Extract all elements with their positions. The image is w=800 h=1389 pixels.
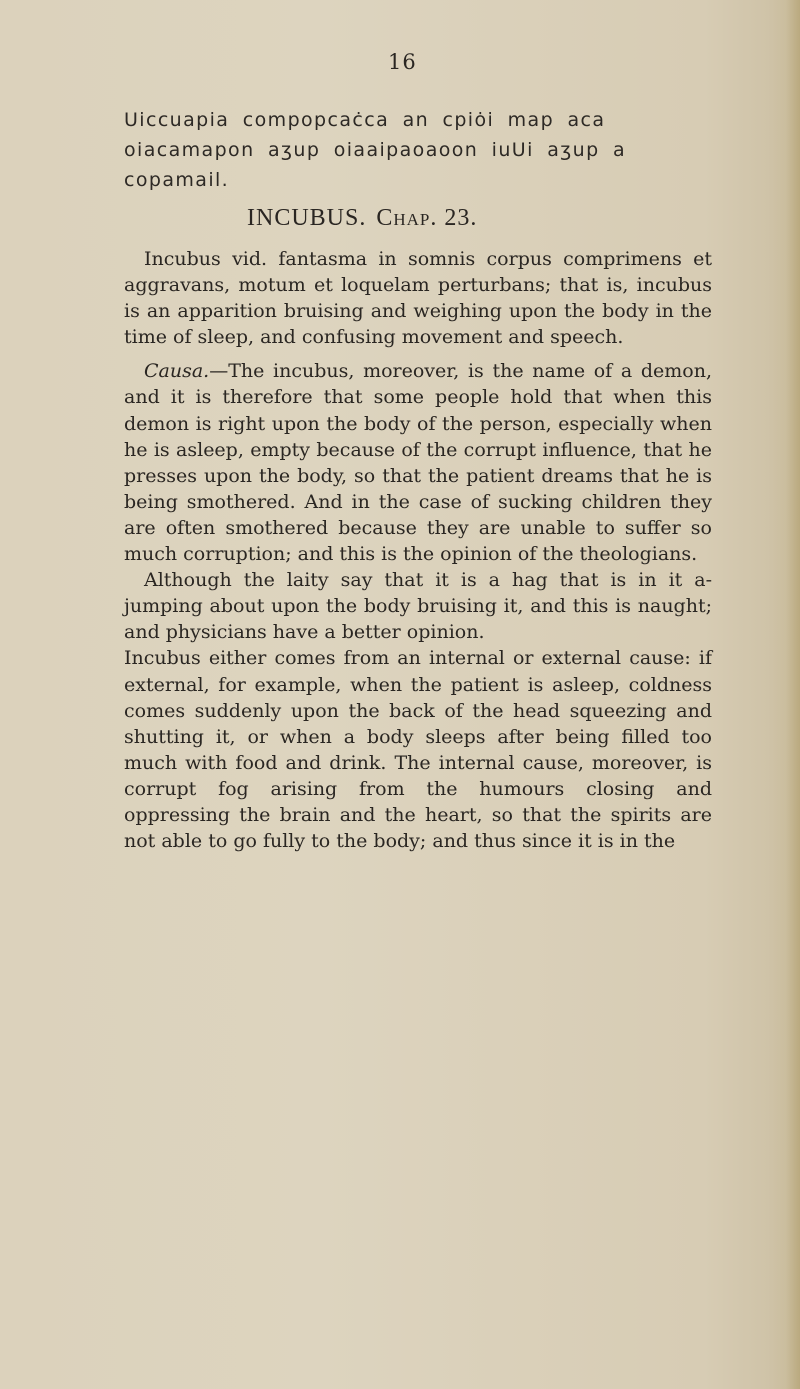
paragraph-2 — [124, 358, 712, 567]
body-text — [124, 246, 712, 854]
irish-text: Uiccuapia compopcaċca an cpiȯi map aca oiacamapon aʒup oiaaipaoaoon iuUi aʒup a copamail. — [124, 109, 627, 191]
paragraph-2-text: —The incubus, moreover, is the name of a demon, and it is therefore that some people hold that when this demon is right upon the body of the person, especially when he is asleep, empty because of the corrupt influence, that he presses upon the body, so that the patient dreams that he is being smothered. And in the case of sucking children they are often smothered because they are unable to suffer so much corruption; and this is the opinion of the theologians. — [124, 360, 712, 566]
paragraph-3 — [124, 567, 712, 645]
page-number: 16 — [388, 50, 417, 74]
paragraph-1 — [124, 246, 712, 350]
chapter-heading — [247, 205, 477, 232]
paragraph-4 — [124, 645, 712, 854]
paragraph-4-text: Incubus either comes from an internal or external cause: if external, for example, when the patient is asleep, coldness comes suddenly upon the back of the head squeezing and shutting it, or when a body sleeps after being filled too much with food and drink. The internal cause, moreover, is corrupt fog arising from the humours closing and oppressing the brain and the heart, so that the spirits are not able to go fully to the body; and thus since it is in the — [124, 647, 712, 853]
heading-chapter: Chap. 23. — [376, 205, 478, 231]
paragraph-3-text: Although the laity say that it is a hag that is in it a-jumping about upon the body bruising it, and this is naught; and physicians have a better opinion. — [124, 569, 712, 644]
heading-title: INCUBUS. — [247, 205, 367, 231]
paragraph-2-label: Causa. — [144, 360, 210, 383]
page-edge-shadow — [786, 0, 800, 1389]
paragraph-1-text: Incubus vid. fantasma in somnis corpus comprimens et aggravans, motum et loquelam perturbans; that is, incubus is an apparition bruising and weighing upon the body in the time of sleep, and confusing movement and speech. — [124, 248, 712, 349]
